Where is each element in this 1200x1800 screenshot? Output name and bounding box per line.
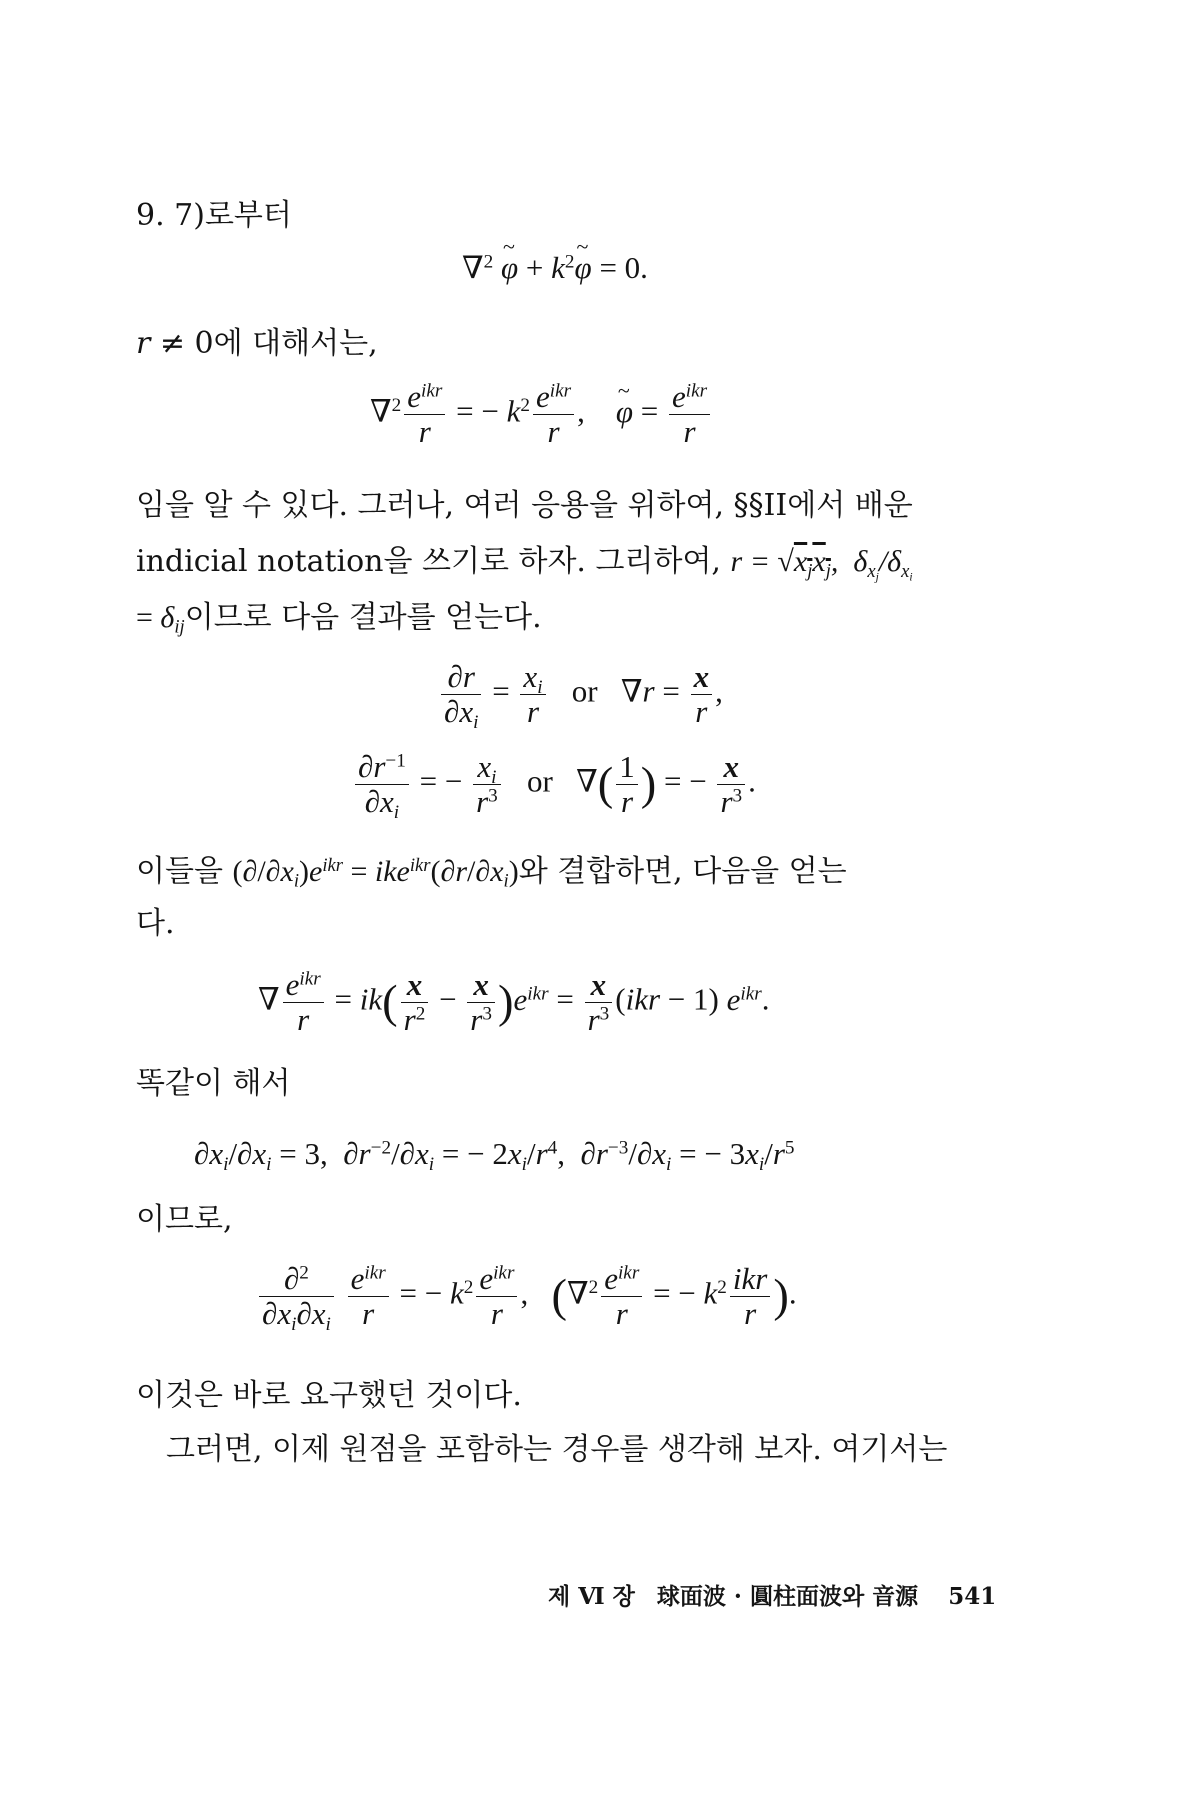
or-word: or (527, 763, 553, 799)
text-line-from-eq (136, 196, 292, 236)
text-fragment: 이므로 다음 결과를 얻는다. (184, 600, 542, 635)
text-line-origin (166, 1430, 947, 1470)
text-line-indicial: indicial notation을 쓰기로 하자. 그리하여, $r = √x_jx_j$, $\delta_{x_j}/\delta_{x_i}$ (136, 544, 913, 584)
text-line-da (136, 904, 175, 944)
text-fragment: 임을 알 수 있다. 그러나, 여러 응용을 위하여, §§II에서 배운 (136, 488, 913, 523)
text-fragment: indicial notation을 쓰기로 하자. 그리하여, (136, 544, 721, 579)
page-footer (548, 1578, 1010, 1611)
equation-dr-dxi: $\frac{\partial r}{\partial x_i}$ = $\frac{x_i}{r}$ or ∇r = $\frac{x}{r}$ , (438, 660, 723, 729)
text-line-required (136, 1376, 522, 1416)
equation-second-derivative: $\frac{\partial^2}{\partial x_i\partial x_i}$ $\frac{e^{ikr}}{r}$ = − $k^2$ $\frac{e^{ikr}}{r}$ , (∇$^2$ $\frac{e^{ikr}}{r}$ = − $k^2$ $\frac{\text{ikr}}{r}$ ). (256, 1262, 797, 1331)
equation-dr-inverse: $\frac{\partial r^{-1}}{\partial x_i}$ = − $\frac{x_i}{r^3}$ or ∇( $\frac{1}{r}$ ) = − $\frac{x}{r^3}$ . (352, 750, 756, 819)
page-number: 541 (948, 1583, 997, 1610)
equation-laplacian-spherical: ∇$^2$ $\frac{e^{ikr}}{r}$ = − $k^2$ $\frac{e^{ikr}}{r}$ , ~ φ = $\frac{e^{ikr}}{r}$ (370, 380, 713, 449)
text-fragment: 똑같이 해서 (136, 1066, 291, 1101)
text-fragment: 와 결합하면, 다음을 얻는 (518, 854, 847, 889)
text-line-applications (136, 486, 913, 526)
text-line-r-nonzero: r ≠ 0에 대해서는, (136, 326, 378, 361)
text-fragment: 이들을 (136, 854, 223, 889)
text-line-combine: 이들을 $(\partial/\partial x_i)e^{ikr} = ike^{ikr}(\partial r/\partial x_i)$와 결합하면, 다음을 얻는 (136, 854, 847, 892)
or-word: or (571, 673, 598, 709)
text-line-results: = $\delta_{ij}$이므로 다음 결과를 얻는다. (136, 600, 542, 638)
equation-helmholtz: ∇$^2$ ~ $\varphi + k^2\sim$ φ = 0. (462, 250, 648, 286)
text-fragment: r (136, 326, 151, 361)
text-line-likewise (136, 1064, 290, 1104)
equation-gradient: ∇ $\frac{e^{ikr}}{r}$ = ik( $\frac{x}{r^2}$ − $\frac{x}{r^3}$ )$e^{ikr}$ = $\frac{x}{r^3}$ (ikr − 1) $e^{ikr}$. (258, 967, 770, 1038)
text-fragment: 다. (136, 906, 175, 941)
text-fragment: 이므로, (136, 1202, 233, 1237)
text-fragment: 9. 7)로부터 (136, 198, 292, 233)
footer-title: 球面波 · 圓柱面波와 音源 (656, 1583, 919, 1610)
text-line-therefore (136, 1200, 232, 1240)
footer-chapter: 제 Ⅵ 장 (548, 1583, 635, 1610)
text-fragment: 그러면, 이제 원점을 포함하는 경우를 생각해 보자. 여기서는 (166, 1432, 948, 1467)
equation-derivatives: $\partial x_i/\partial x_i = 3$, $\partial r^{-2}/\partial x_i$ = − $2x_i/r^4$, $\partial r^{-3}/\partial x_i$ = − $3x_i/r^5$ (194, 1136, 795, 1175)
text-fragment: 이것은 바로 요구했던 것이다. (136, 1378, 522, 1413)
